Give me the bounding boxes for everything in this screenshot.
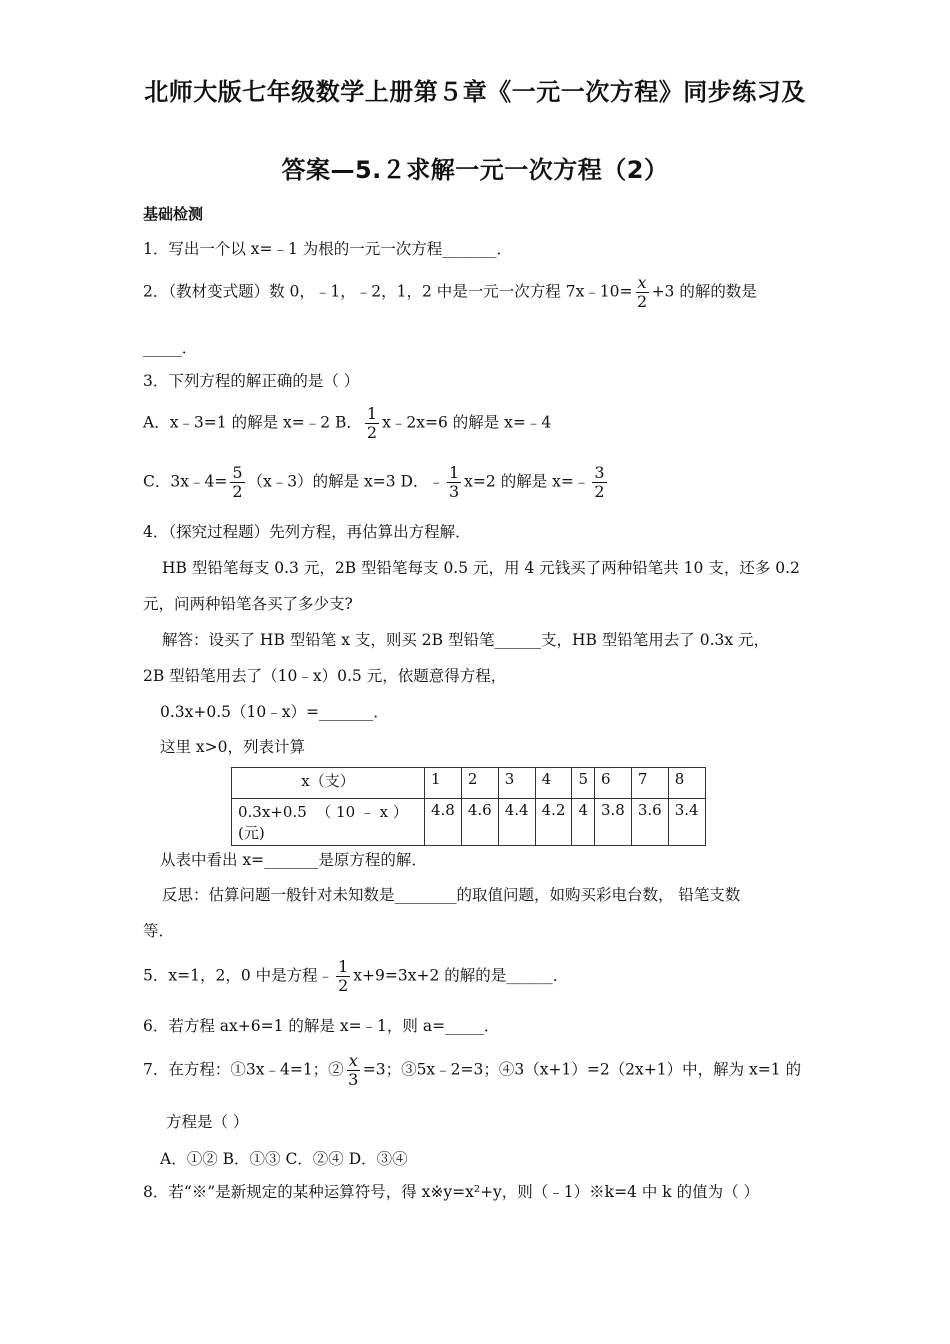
table-cell: 2 bbox=[461, 768, 498, 799]
option-a: A．x﹣3=1 的解是 x=﹣2 B． bbox=[143, 413, 362, 432]
fraction-denominator: 3 bbox=[448, 482, 460, 501]
fraction-numerator: x bbox=[348, 1051, 358, 1070]
fraction bbox=[592, 464, 606, 501]
fraction-numerator: 1 bbox=[338, 957, 349, 976]
question-7-text: 7．在方程：①3x﹣4=1；② bbox=[143, 1060, 344, 1079]
option-d: （x﹣3）的解是 x=3 D．﹣ bbox=[247, 472, 444, 491]
table-header-x: x（支） bbox=[232, 768, 425, 799]
option-c: C．3x﹣4= bbox=[143, 472, 228, 491]
table-cell: 3 bbox=[498, 768, 535, 799]
fraction-denominator: 2 bbox=[594, 482, 605, 501]
fraction bbox=[636, 274, 649, 311]
fraction bbox=[365, 405, 379, 442]
question-1: 1．写出一个以 x=﹣1 为根的一元一次方程_______． bbox=[143, 240, 513, 258]
question-4-answer-1: 解答：设买了 HB 型铅笔 x 支，则买 2B 型铅笔______支，HB 型铅笔用去了 0.3x 元， bbox=[162, 631, 770, 649]
question-4-reflection: 反思：估算问题一般针对未知数是________的取值问题，如购买彩电台数， 铅笔支数 bbox=[162, 886, 741, 904]
fraction-numerator: 1 bbox=[366, 404, 378, 423]
question-7 bbox=[143, 1052, 801, 1089]
table-cell: 3.4 bbox=[668, 799, 705, 846]
fraction-denominator: 2 bbox=[636, 292, 648, 311]
question-4-answer-2: 2B 型铅笔用去了（10﹣x）0.5 元，依题意得方程， bbox=[143, 667, 507, 685]
table-cell: 1 bbox=[425, 768, 462, 799]
question-4-table-conclusion: 从表中看出 x=_______是原方程的解． bbox=[160, 851, 427, 869]
fraction bbox=[447, 464, 461, 501]
question-4-equation: 0.3x+0.5（10﹣x）=_______． bbox=[160, 703, 389, 721]
table-cell: 3.6 bbox=[631, 799, 668, 846]
question-6: 6．若方程 ax+6=1 的解是 x=﹣1，则 a=_____． bbox=[143, 1017, 500, 1035]
question-8: 8．若“※”是新规定的某种运算符号，得 x※y=x²+y，则（﹣1）※k=4 中 k 的值为（ ） bbox=[143, 1183, 760, 1201]
table-cell: 4 bbox=[535, 768, 572, 799]
fraction-denominator: 2 bbox=[232, 482, 243, 501]
option-b: x﹣2x=6 的解是 x=﹣4 bbox=[382, 413, 552, 432]
table-cell: 3.8 bbox=[594, 799, 631, 846]
question-3-options-ab bbox=[143, 405, 551, 442]
question-5-text-end: x+9=3x+2 的解的是______． bbox=[353, 966, 569, 985]
question-4: 4．（探究过程题）先列方程，再估算出方程解． bbox=[143, 523, 471, 541]
table-cell: 4 bbox=[572, 799, 595, 846]
question-7-text-end: =3；③5x﹣2=3；④3（x+1）=2（2x+1）中，解为 x=1 的 bbox=[362, 1060, 802, 1079]
question-4-paragraph-2: 元，问两种铅笔各买了多少支? bbox=[143, 595, 353, 613]
table-cell: 4.4 bbox=[498, 799, 535, 846]
table-cell: 4.8 bbox=[425, 799, 462, 846]
question-3: 3．下列方程的解正确的是（ ） bbox=[143, 372, 360, 390]
fraction-denominator: 2 bbox=[338, 976, 349, 995]
fraction-numerator: x bbox=[637, 273, 647, 292]
page-title-line-2: 答案—5.２求解一元一次方程（2） bbox=[281, 156, 669, 184]
question-2-blank: _____． bbox=[143, 339, 198, 357]
calculation-table bbox=[231, 767, 706, 846]
table-header-cost-line-2: (元) bbox=[238, 824, 265, 842]
question-7-options: A．①② B．①③ C．②④ D．③④ bbox=[160, 1150, 408, 1168]
option-d-text: x=2 的解是 x=﹣ bbox=[464, 472, 590, 491]
question-2-text: 2．（教材变式题）数 0，﹣1，﹣2，1，2 中是一元一次方程 7x﹣10= bbox=[143, 282, 633, 301]
fraction bbox=[336, 958, 350, 995]
fraction bbox=[230, 464, 244, 501]
question-5 bbox=[143, 958, 568, 995]
table-header-cost bbox=[232, 799, 425, 846]
question-4-paragraph-1: HB 型铅笔每支 0.3 元，2B 型铅笔每支 0.5 元，用 4 元钱买了两种铅笔共 10 支，还多 0.2 bbox=[162, 559, 800, 577]
table-cell: 4.6 bbox=[461, 799, 498, 846]
fraction-numerator: 1 bbox=[448, 463, 460, 482]
table-cell: 5 bbox=[572, 768, 595, 799]
question-3-options-cd bbox=[143, 464, 610, 501]
page-title-line-1: 北师大版七年级数学上册第５章《一元一次方程》同步练习及 bbox=[144, 78, 806, 106]
question-2-text-end: +3 的解的数是 bbox=[651, 282, 757, 301]
fraction-numerator: 5 bbox=[232, 463, 243, 482]
table-cell: 6 bbox=[594, 768, 631, 799]
fraction-numerator: 3 bbox=[594, 463, 605, 482]
fraction-denominator: 3 bbox=[348, 1070, 359, 1089]
table-cell: 8 bbox=[668, 768, 705, 799]
fraction-denominator: 2 bbox=[366, 423, 378, 442]
table-row bbox=[232, 799, 706, 846]
table-header-cost-line-1: 0.3x+0.5 （ 10 ﹣ x ） bbox=[238, 803, 408, 821]
table-cell: 7 bbox=[631, 768, 668, 799]
section-heading: 基础检测 bbox=[143, 205, 204, 223]
question-2 bbox=[143, 274, 757, 311]
question-4-table-intro: 这里 x>0，列表计算 bbox=[160, 738, 306, 756]
question-5-text: 5．x=1，2，0 中是方程﹣ bbox=[143, 966, 334, 985]
table-cell: 4.2 bbox=[535, 799, 572, 846]
question-7-prompt: 方程是（ ） bbox=[166, 1113, 249, 1131]
table-row bbox=[232, 768, 706, 799]
question-4-reflection-end: 等． bbox=[143, 922, 175, 940]
fraction bbox=[347, 1052, 360, 1089]
